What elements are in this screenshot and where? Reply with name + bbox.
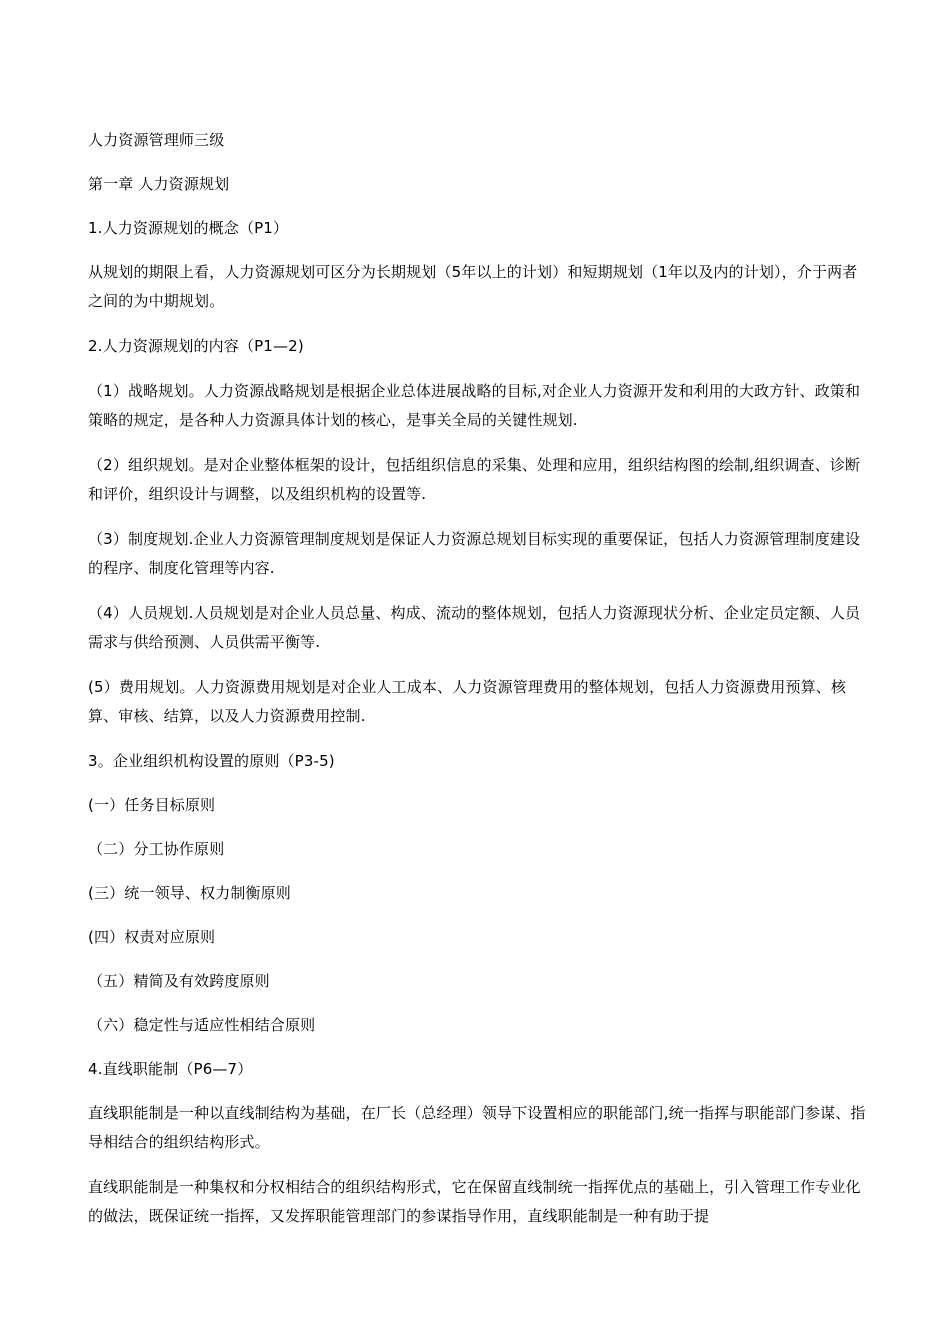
chapter-heading: 第一章 人力资源规划: [88, 175, 230, 193]
principle-item-3: (三）统一领导、权力制衡原则: [88, 884, 291, 902]
section-2-item-4: （4）人员规划.人员规划是对企业人员总量、构成、流动的整体规划，包括人力资源现状分析、企业定员定额、人员需求与供给预测、人员供需平衡等.: [88, 604, 861, 651]
section-heading-2: 2.人力资源规划的内容（P1—2): [88, 337, 304, 355]
document-page: [88, 126, 866, 1231]
section-heading-4: 4.直线职能制（P6—7）: [88, 1060, 253, 1078]
principle-item-4: (四）权责对应原则: [88, 928, 216, 946]
principle-item-6: （六）稳定性与适应性相结合原则: [88, 1016, 316, 1034]
document-title: 人力资源管理师三级: [88, 131, 225, 149]
section-heading-1: 1.人力资源规划的概念（P1）: [88, 219, 289, 237]
section-2-item-3: （3）制度规划.企业人力资源管理制度规划是保证人力资源总规划目标实现的重要保证，包括人力资源管理制度建设的程序、制度化管理等内容.: [88, 530, 861, 577]
section-2-item-1: （1）战略规划。人力资源战略规划是根据企业总体进展战略的目标,对企业人力资源开发和利用的大政方针、政策和策略的规定，是各种人力资源具体计划的核心，是事关全局的关键性规划.: [88, 382, 861, 429]
principle-item-5: （五）精简及有效跨度原则: [88, 972, 270, 990]
section-2-item-5: (5）费用规划。人力资源费用规划是对企业人工成本、人力资源管理费用的整体规划，包括人力资源费用预算、核算、审核、结算，以及人力资源费用控制.: [88, 678, 847, 725]
principle-item-2: （二）分工协作原则: [88, 840, 225, 858]
section-4-paragraph-2: 直线职能制是一种集权和分权相结合的组织结构形式，它在保留直线制统一指挥优点的基础上，引入管理工作专业化的做法，既保证统一指挥，又发挥职能管理部门的参谋指导作用，直线职能制是一种有助于提: [88, 1178, 861, 1225]
section-1-paragraph: 从规划的期限上看，人力资源规划可区分为长期规划（5年以上的计划）和短期规划（1年以及内的计划），介于两者之间的为中期规划。: [88, 263, 858, 310]
section-2-item-2: （2）组织规划。是对企业整体框架的设计，包括组织信息的采集、处理和应用，组织结构图的绘制,组织调查、诊断和评价，组织设计与调整，以及组织机构的设置等.: [88, 456, 861, 503]
section-4-paragraph-1: 直线职能制是一种以直线制结构为基础，在厂长（总经理）领导下设置相应的职能部门,统一指挥与职能部门参谋、指导相结合的组织结构形式。: [88, 1104, 866, 1151]
section-heading-3: 3。企业组织机构设置的原则（P3-5): [88, 752, 335, 770]
principle-item-1: (一）任务目标原则: [88, 796, 216, 814]
